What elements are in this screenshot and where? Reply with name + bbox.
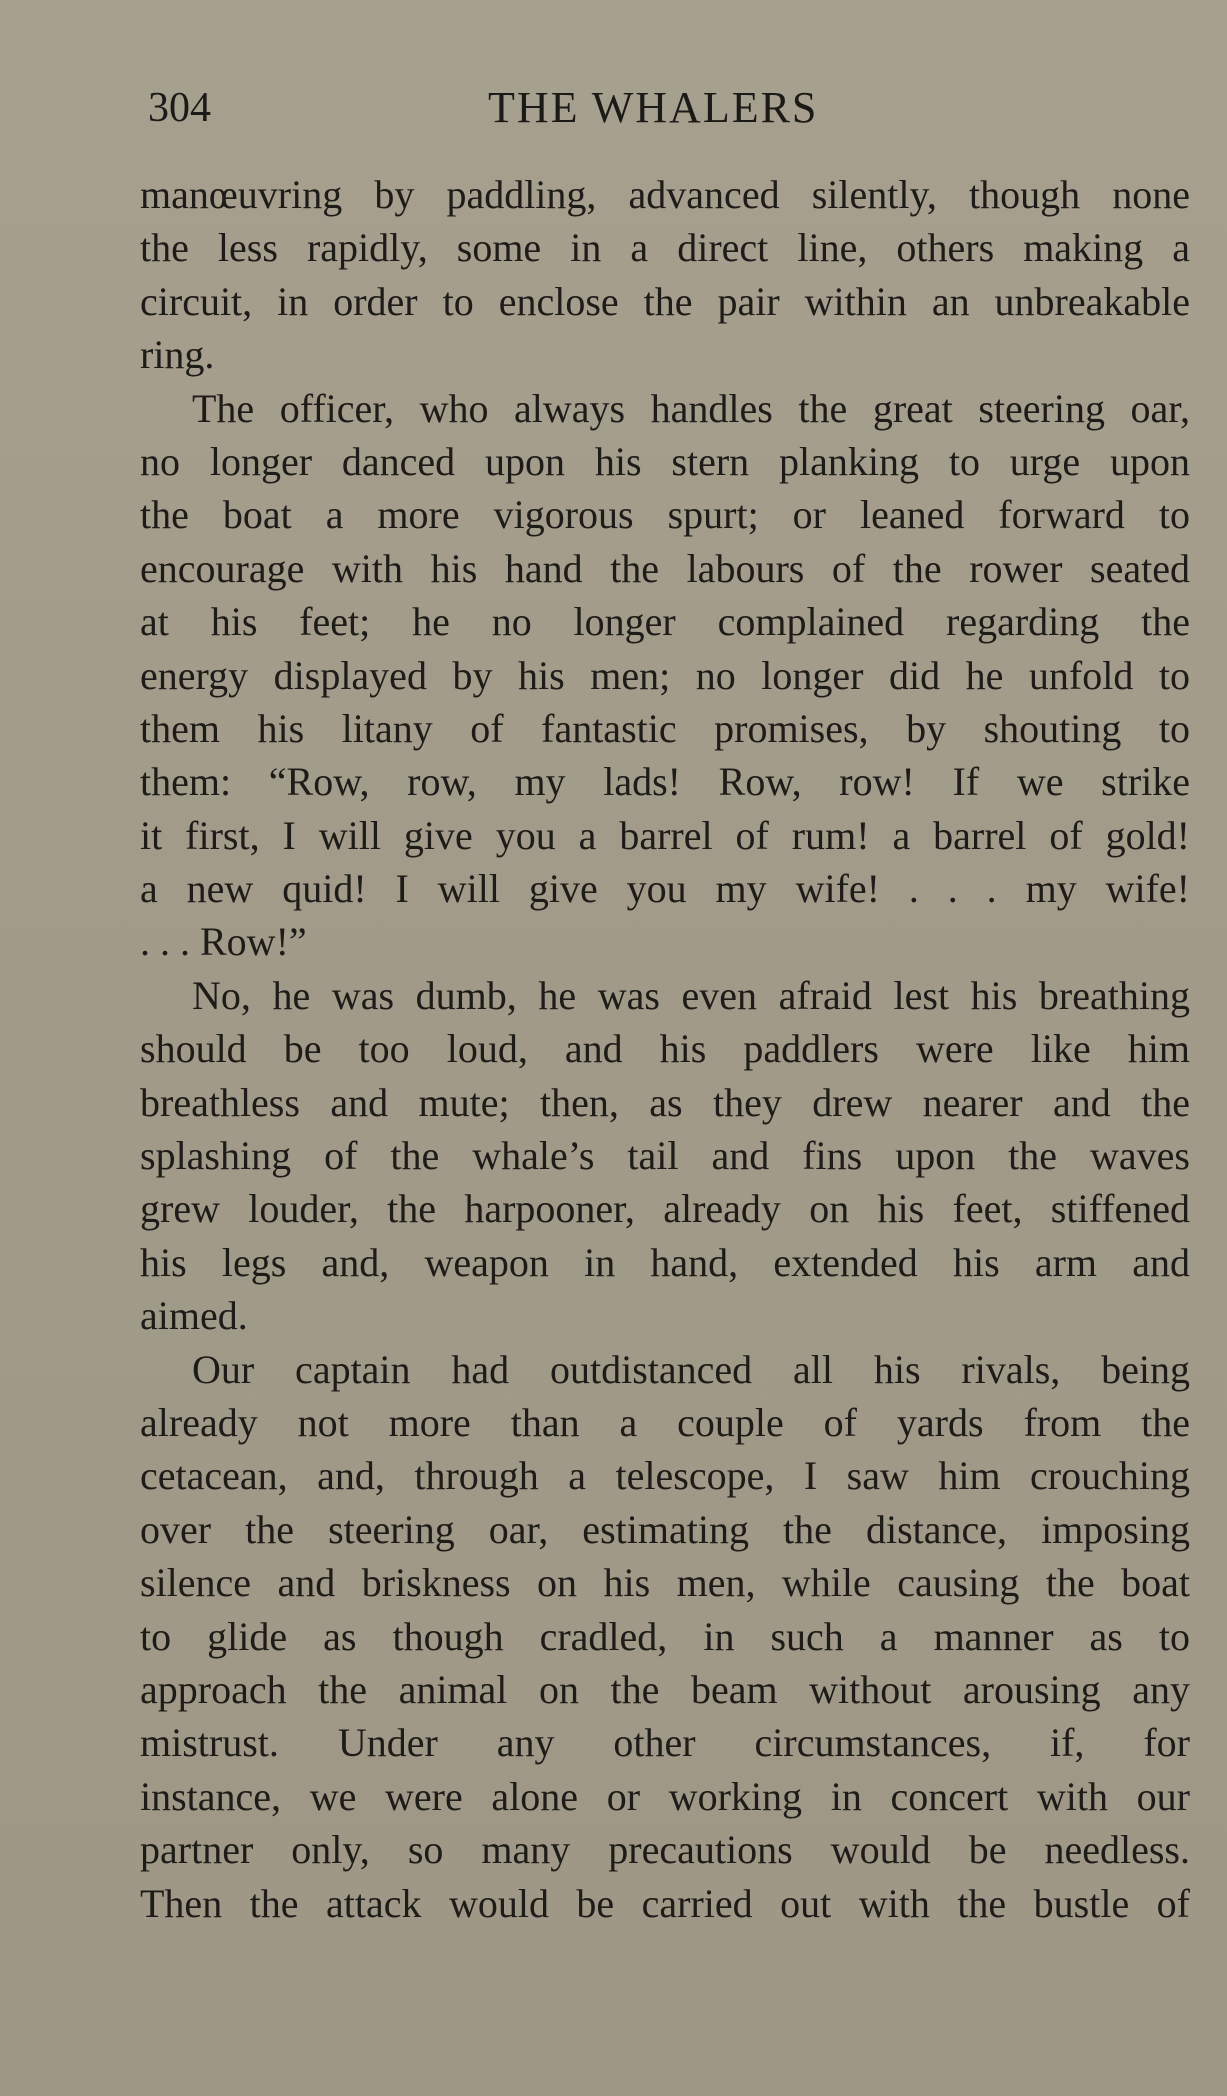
running-title: THE WHALERS <box>488 83 819 132</box>
paragraph-start-line: The officer, who always handles the great steering oar, <box>192 385 1190 431</box>
text-line: circuit, in order to enclose the pair within an unbreakable <box>140 278 1190 324</box>
text-line: approach the animal on the beam without arousing any <box>140 1666 1190 1712</box>
text-line: it first, I will give you a barrel of rum! a barrel of gold! <box>140 812 1190 858</box>
text-line: instance, we were alone or working in concert with our <box>140 1773 1190 1819</box>
text-line: encourage with his hand the labours of the rower seated <box>140 545 1190 591</box>
text-line: splashing of the whale’s tail and fins upon the waves <box>140 1133 1190 1179</box>
page-header <box>148 78 1198 138</box>
text-line: his legs and, weapon in hand, extended his arm and <box>140 1239 1190 1285</box>
text-line: manœuvring by paddling, advanced silently, though none <box>140 172 1190 217</box>
text-line: cetacean, and, through a telescope, I saw him crouching <box>140 1453 1190 1499</box>
text-line: the less rapidly, some in a direct line, others making a <box>140 225 1190 271</box>
text-line: to glide as though cradled, in such a manner as to <box>140 1613 1190 1659</box>
text-line: silence and briskness on his men, while causing the boat <box>140 1560 1190 1606</box>
text-line: ring. <box>140 332 215 378</box>
text-line: partner only, so many precautions would be needless. <box>140 1827 1190 1873</box>
text-line: grew louder, the harpooner, already on his feet, stiffened <box>140 1186 1190 1232</box>
page-number: 304 <box>148 85 211 131</box>
text-line: should be too loud, and his paddlers were like him <box>140 1026 1190 1072</box>
text-line: already not more than a couple of yards from the <box>140 1399 1190 1445</box>
text-line: the boat a more vigorous spurt; or leaned forward to <box>140 492 1190 538</box>
text-line: over the steering oar, estimating the distance, imposing <box>140 1506 1190 1552</box>
paragraph-start-line: Our captain had outdistanced all his rivals, being <box>192 1346 1190 1392</box>
text-line: at his feet; he no longer complained regarding the <box>140 599 1190 645</box>
text-line: . . . Row!” <box>140 919 307 965</box>
text-line: them: “Row, row, my lads! Row, row! If we strike <box>140 759 1190 805</box>
text-line: no longer danced upon his stern planking to urge upon <box>140 438 1190 484</box>
text-line: them his litany of fantastic promises, by shouting to <box>140 705 1190 751</box>
text-line: energy displayed by his men; no longer did he unfold to <box>140 652 1190 698</box>
paragraph-start-line: No, he was dumb, he was even afraid lest his breathing <box>192 972 1190 1018</box>
body-text <box>140 168 1190 1930</box>
text-line: breathless and mute; then, as they drew nearer and the <box>140 1079 1190 1125</box>
text-line: aimed. <box>140 1293 248 1339</box>
text-line: Then the attack would be carried out with the bustle of <box>140 1880 1190 1926</box>
text-line: mistrust. Under any other circumstances, if, for <box>140 1720 1190 1766</box>
text-line: a new quid! I will give you my wife! . . . my wife! <box>140 866 1190 912</box>
